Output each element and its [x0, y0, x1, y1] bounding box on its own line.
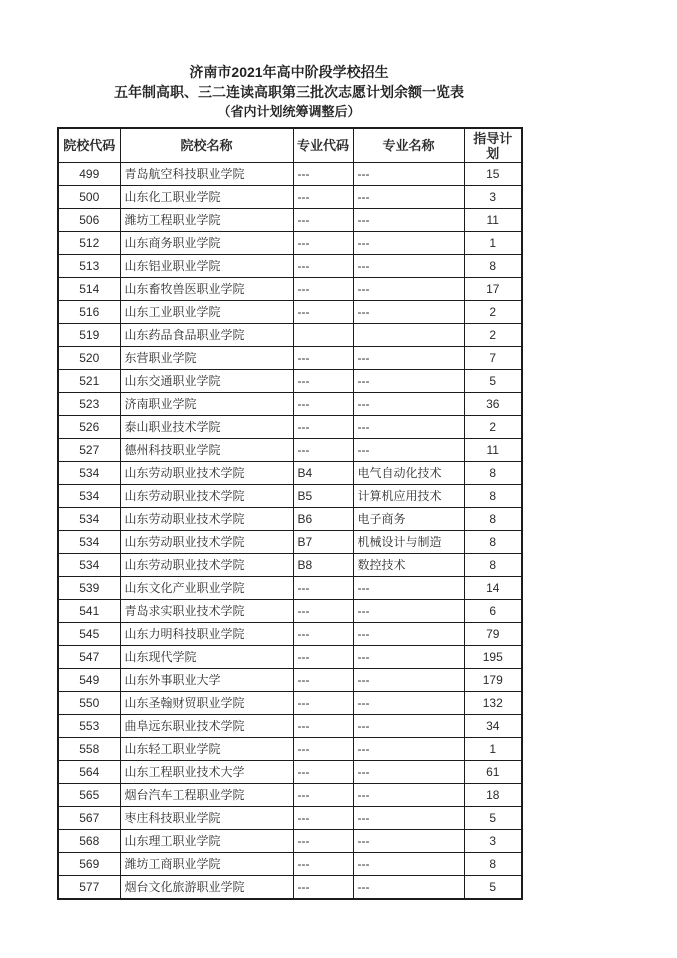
cell-school-name: 济南职业学院 [120, 393, 293, 416]
cell-plan: 2 [464, 301, 522, 324]
cell-major-code: --- [293, 715, 353, 738]
cell-major-code [293, 324, 353, 347]
table-row [58, 508, 522, 531]
header-major-code: 专业代码 [293, 128, 353, 163]
cell-school-code: 534 [58, 462, 120, 485]
table-row [58, 876, 522, 900]
cell-school-name: 山东商务职业学院 [120, 232, 293, 255]
cell-major-name: --- [353, 646, 464, 669]
table-row [58, 393, 522, 416]
table-row [58, 232, 522, 255]
cell-major-name: --- [353, 163, 464, 186]
cell-plan: 3 [464, 830, 522, 853]
cell-major-code: --- [293, 784, 353, 807]
cell-major-code: --- [293, 416, 353, 439]
document-title [57, 62, 521, 121]
cell-major-code: --- [293, 255, 353, 278]
table-row [58, 623, 522, 646]
cell-school-code: 526 [58, 416, 120, 439]
cell-school-code: 565 [58, 784, 120, 807]
cell-major-code: --- [293, 439, 353, 462]
title-line-3: （省内计划统筹调整后） [217, 104, 361, 119]
table-row [58, 761, 522, 784]
cell-school-name: 青岛航空科技职业学院 [120, 163, 293, 186]
title-line-2: 五年制高职、三二连读高职第三批次志愿计划余额一览表 [114, 84, 464, 100]
cell-major-code: B8 [293, 554, 353, 577]
cell-school-code: 547 [58, 646, 120, 669]
cell-major-code: --- [293, 738, 353, 761]
cell-major-code: B4 [293, 462, 353, 485]
cell-school-code: 577 [58, 876, 120, 900]
cell-major-code: --- [293, 853, 353, 876]
cell-school-code: 568 [58, 830, 120, 853]
title-line-1: 济南市2021年高中阶段学校招生 [189, 64, 389, 80]
cell-major-name: --- [353, 761, 464, 784]
table-row [58, 577, 522, 600]
cell-plan: 5 [464, 876, 522, 900]
cell-school-code: 499 [58, 163, 120, 186]
table-row [58, 784, 522, 807]
cell-major-code: --- [293, 600, 353, 623]
cell-school-code: 539 [58, 577, 120, 600]
cell-plan: 5 [464, 370, 522, 393]
cell-school-name: 山东力明科技职业学院 [120, 623, 293, 646]
cell-school-name: 东营职业学院 [120, 347, 293, 370]
table-row [58, 301, 522, 324]
cell-plan: 8 [464, 554, 522, 577]
cell-plan: 34 [464, 715, 522, 738]
cell-major-code: --- [293, 692, 353, 715]
cell-school-name: 山东劳动职业技术学院 [120, 462, 293, 485]
table-row [58, 600, 522, 623]
header-school-name: 院校名称 [120, 128, 293, 163]
table-row [58, 163, 522, 186]
table-row [58, 485, 522, 508]
cell-major-name: --- [353, 853, 464, 876]
cell-plan: 7 [464, 347, 522, 370]
cell-school-name: 山东工程职业技术大学 [120, 761, 293, 784]
cell-school-code: 520 [58, 347, 120, 370]
cell-major-name: --- [353, 186, 464, 209]
cell-major-name: --- [353, 807, 464, 830]
cell-school-code: 541 [58, 600, 120, 623]
cell-major-name: --- [353, 738, 464, 761]
cell-school-name: 青岛求实职业技术学院 [120, 600, 293, 623]
cell-major-name: --- [353, 209, 464, 232]
cell-school-code: 545 [58, 623, 120, 646]
cell-school-name: 潍坊工商职业学院 [120, 853, 293, 876]
table-row [58, 370, 522, 393]
plan-quota-table [57, 127, 523, 900]
cell-plan: 2 [464, 416, 522, 439]
cell-school-name: 山东交通职业学院 [120, 370, 293, 393]
cell-major-code: --- [293, 669, 353, 692]
cell-major-name: --- [353, 370, 464, 393]
cell-plan: 79 [464, 623, 522, 646]
cell-school-code: 534 [58, 485, 120, 508]
cell-major-code: B5 [293, 485, 353, 508]
table-body [58, 163, 522, 900]
cell-plan: 8 [464, 255, 522, 278]
cell-plan: 132 [464, 692, 522, 715]
cell-major-code: --- [293, 623, 353, 646]
cell-major-code: B7 [293, 531, 353, 554]
cell-school-name: 山东劳动职业技术学院 [120, 508, 293, 531]
cell-plan: 195 [464, 646, 522, 669]
cell-plan: 61 [464, 761, 522, 784]
cell-school-name: 泰山职业技术学院 [120, 416, 293, 439]
cell-major-name: --- [353, 232, 464, 255]
cell-major-code: --- [293, 876, 353, 900]
cell-plan: 15 [464, 163, 522, 186]
cell-school-name: 山东药品食品职业学院 [120, 324, 293, 347]
cell-plan: 18 [464, 784, 522, 807]
cell-major-name: --- [353, 278, 464, 301]
table-row [58, 669, 522, 692]
cell-school-name: 枣庄科技职业学院 [120, 807, 293, 830]
cell-school-code: 534 [58, 531, 120, 554]
cell-major-name: --- [353, 393, 464, 416]
cell-school-code: 513 [58, 255, 120, 278]
table-row [58, 531, 522, 554]
cell-plan: 5 [464, 807, 522, 830]
cell-school-code: 516 [58, 301, 120, 324]
cell-school-name: 山东化工职业学院 [120, 186, 293, 209]
cell-major-name: --- [353, 876, 464, 900]
cell-school-name: 烟台汽车工程职业学院 [120, 784, 293, 807]
cell-school-name: 曲阜远东职业技术学院 [120, 715, 293, 738]
cell-school-name: 烟台文化旅游职业学院 [120, 876, 293, 900]
document-sheet [57, 0, 521, 900]
cell-school-name: 山东劳动职业技术学院 [120, 531, 293, 554]
cell-school-code: 519 [58, 324, 120, 347]
cell-school-name: 山东轻工职业学院 [120, 738, 293, 761]
cell-school-code: 569 [58, 853, 120, 876]
table-row [58, 715, 522, 738]
table-header-row [58, 128, 522, 163]
cell-plan: 14 [464, 577, 522, 600]
table-row [58, 853, 522, 876]
table-row [58, 278, 522, 301]
header-school-code: 院校代码 [58, 128, 120, 163]
cell-major-name: 电子商务 [353, 508, 464, 531]
table-row [58, 646, 522, 669]
cell-school-code: 514 [58, 278, 120, 301]
cell-school-code: 567 [58, 807, 120, 830]
cell-school-name: 山东文化产业职业学院 [120, 577, 293, 600]
cell-school-name: 山东畜牧兽医职业学院 [120, 278, 293, 301]
cell-school-code: 550 [58, 692, 120, 715]
cell-school-code: 523 [58, 393, 120, 416]
cell-school-code: 549 [58, 669, 120, 692]
cell-plan: 8 [464, 462, 522, 485]
cell-school-name: 山东工业职业学院 [120, 301, 293, 324]
table-row [58, 255, 522, 278]
header-major-name: 专业名称 [353, 128, 464, 163]
table-row [58, 347, 522, 370]
cell-major-name: --- [353, 784, 464, 807]
cell-major-name: --- [353, 347, 464, 370]
cell-major-code: --- [293, 232, 353, 255]
cell-major-name: --- [353, 669, 464, 692]
cell-plan: 8 [464, 485, 522, 508]
cell-school-code: 558 [58, 738, 120, 761]
cell-plan: 3 [464, 186, 522, 209]
table-row [58, 692, 522, 715]
cell-school-name: 山东圣翰财贸职业学院 [120, 692, 293, 715]
cell-plan: 11 [464, 209, 522, 232]
cell-major-code: --- [293, 163, 353, 186]
cell-school-name: 山东劳动职业技术学院 [120, 485, 293, 508]
cell-plan: 179 [464, 669, 522, 692]
header-guide-plan: 指导计划 [464, 128, 522, 163]
cell-major-name: 电气自动化技术 [353, 462, 464, 485]
cell-major-code: --- [293, 577, 353, 600]
cell-school-code: 521 [58, 370, 120, 393]
table-row [58, 416, 522, 439]
table-row [58, 439, 522, 462]
cell-major-code: --- [293, 301, 353, 324]
cell-school-name: 山东铝业职业学院 [120, 255, 293, 278]
cell-major-code: --- [293, 186, 353, 209]
table-row [58, 554, 522, 577]
cell-major-name: --- [353, 830, 464, 853]
table-row [58, 186, 522, 209]
cell-major-name: --- [353, 255, 464, 278]
cell-plan: 1 [464, 232, 522, 255]
cell-school-name: 山东劳动职业技术学院 [120, 554, 293, 577]
cell-major-code: --- [293, 807, 353, 830]
cell-major-code: --- [293, 646, 353, 669]
table-row [58, 462, 522, 485]
cell-plan: 1 [464, 738, 522, 761]
cell-school-code: 527 [58, 439, 120, 462]
cell-school-code: 553 [58, 715, 120, 738]
cell-plan: 17 [464, 278, 522, 301]
cell-major-name: --- [353, 577, 464, 600]
cell-plan: 8 [464, 853, 522, 876]
cell-major-name: 机械设计与制造 [353, 531, 464, 554]
cell-school-name: 德州科技职业学院 [120, 439, 293, 462]
cell-major-name: --- [353, 301, 464, 324]
cell-school-code: 506 [58, 209, 120, 232]
cell-major-code: --- [293, 393, 353, 416]
cell-plan: 6 [464, 600, 522, 623]
cell-major-code: --- [293, 209, 353, 232]
cell-major-name: --- [353, 416, 464, 439]
cell-school-name: 潍坊工程职业学院 [120, 209, 293, 232]
table-row [58, 830, 522, 853]
cell-plan: 2 [464, 324, 522, 347]
cell-major-code: --- [293, 370, 353, 393]
cell-major-code: --- [293, 761, 353, 784]
table-row [58, 324, 522, 347]
cell-school-name: 山东理工职业学院 [120, 830, 293, 853]
cell-plan: 8 [464, 508, 522, 531]
table-row [58, 738, 522, 761]
cell-major-name: 数控技术 [353, 554, 464, 577]
cell-major-code: B6 [293, 508, 353, 531]
cell-plan: 36 [464, 393, 522, 416]
table-row [58, 807, 522, 830]
cell-school-code: 534 [58, 508, 120, 531]
cell-plan: 11 [464, 439, 522, 462]
cell-major-name: --- [353, 692, 464, 715]
cell-school-name: 山东外事职业大学 [120, 669, 293, 692]
cell-school-code: 500 [58, 186, 120, 209]
cell-school-name: 山东现代学院 [120, 646, 293, 669]
cell-major-code: --- [293, 278, 353, 301]
cell-major-name: --- [353, 439, 464, 462]
cell-school-code: 512 [58, 232, 120, 255]
cell-major-name: 计算机应用技术 [353, 485, 464, 508]
cell-school-code: 534 [58, 554, 120, 577]
cell-plan: 8 [464, 531, 522, 554]
cell-school-code: 564 [58, 761, 120, 784]
cell-major-name [353, 324, 464, 347]
cell-major-name: --- [353, 715, 464, 738]
cell-major-name: --- [353, 600, 464, 623]
table-row [58, 209, 522, 232]
cell-major-code: --- [293, 830, 353, 853]
cell-major-code: --- [293, 347, 353, 370]
cell-major-name: --- [353, 623, 464, 646]
